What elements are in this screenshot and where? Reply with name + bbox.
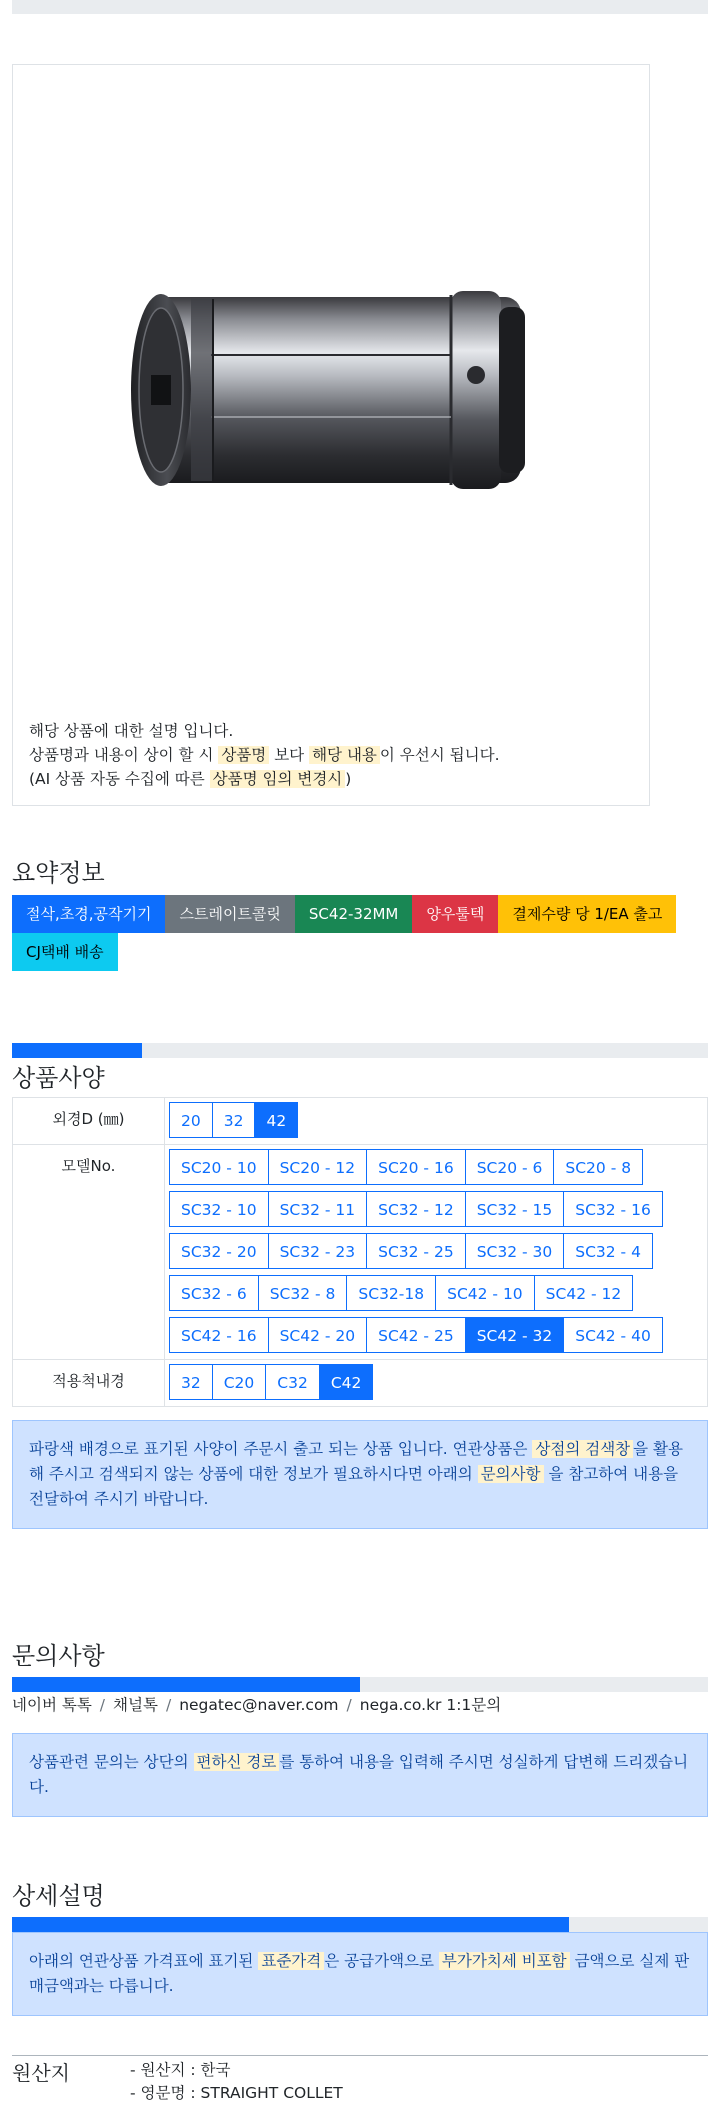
spec-option-button[interactable]: 42 [254, 1102, 298, 1138]
spec-progress-fill [12, 1043, 142, 1058]
spec-option-button[interactable]: SC42 - 40 [563, 1317, 663, 1353]
spec-option-button[interactable]: SC32 - 23 [268, 1233, 368, 1269]
spec-row [13, 1360, 708, 1407]
highlight-inquiry: 문의사항 [478, 1465, 544, 1483]
detail-title: 상세설명 [12, 1882, 105, 1910]
spec-row [13, 1145, 708, 1360]
desc-line-1: 해당 상품에 대한 설명 입니다. [29, 722, 234, 740]
spec-option-button[interactable]: SC20 - 16 [366, 1149, 466, 1185]
spec-label: 모델No. [13, 1145, 165, 1360]
spec-option-button[interactable]: SC32 - 20 [169, 1233, 269, 1269]
highlight-name-change: 상품명 임의 변경시 [210, 770, 346, 788]
spec-option-row [169, 1191, 703, 1233]
highlight-standard-price: 표준가격 [258, 1952, 324, 1970]
spec-options [165, 1360, 708, 1407]
contact-link[interactable]: 채널톡 [113, 1696, 158, 1714]
spec-option-row [169, 1233, 703, 1275]
origin-divider [12, 2055, 708, 2056]
product-description-box [12, 64, 650, 806]
spec-option-row [169, 1275, 703, 1317]
spec-option-row [169, 1102, 703, 1144]
contact-separator: / [346, 1696, 352, 1714]
spec-option-button[interactable]: SC42 - 20 [268, 1317, 368, 1353]
spec-options [165, 1098, 708, 1145]
spec-option-button[interactable]: SC42 - 16 [169, 1317, 269, 1353]
spec-label: 외경D (㎜) [13, 1098, 165, 1145]
spec-option-button[interactable]: SC42 - 12 [534, 1275, 634, 1311]
spec-option-button[interactable]: SC32 - 10 [169, 1191, 269, 1227]
spec-label: 적용척내경 [13, 1360, 165, 1407]
spec-option-button[interactable]: SC32 - 12 [366, 1191, 466, 1227]
product-image-collet [121, 285, 551, 495]
contact-links [12, 1693, 501, 1715]
spec-option-button[interactable]: 32 [169, 1364, 213, 1400]
desc-text: ) [345, 770, 352, 788]
highlight-product-name: 상품명 [218, 746, 269, 764]
contact-link[interactable]: nega.co.kr 1:1문의 [359, 1696, 502, 1714]
origin-list [130, 2059, 343, 2105]
desc-text: (AI 상품 자동 수집에 따른 [29, 770, 210, 788]
contact-link[interactable]: 네이버 톡톡 [12, 1696, 92, 1714]
top-bar [12, 0, 708, 14]
spec-option-button[interactable]: SC32 - 25 [366, 1233, 466, 1269]
origin-title: 원산지 [12, 2061, 70, 2085]
notice-text: 아래의 연관상품 가격표에 표기된 [29, 1952, 259, 1970]
spec-option-row [169, 1317, 703, 1359]
spec-option-button[interactable]: 32 [212, 1102, 256, 1138]
notice-text: 상품관련 문의는 상단의 [29, 1753, 194, 1771]
notice-text: 금액으로 실제 판매금액과는 다릅니다. [29, 1952, 690, 1995]
notice-text: 을 활용해 주시고 검색되지 않는 상품에 대한 정보가 필요하시다면 아래의 [29, 1440, 684, 1483]
spec-option-button[interactable]: SC32 - 4 [563, 1233, 653, 1269]
summary-badges [12, 895, 712, 971]
contact-separator: / [99, 1696, 106, 1714]
spec-option-button[interactable]: C42 [319, 1364, 374, 1400]
spec-option-row [169, 1149, 703, 1191]
spec-option-button[interactable]: SC20 - 6 [465, 1149, 555, 1185]
summary-badge: 결제수량 당 1/EA 출고 [498, 895, 676, 933]
spec-option-button[interactable]: SC32 - 6 [169, 1275, 259, 1311]
spec-option-button[interactable]: SC32 - 11 [268, 1191, 368, 1227]
inquiry-progress-fill [12, 1677, 360, 1692]
spec-title: 상품사양 [12, 1064, 105, 1092]
spec-option-button[interactable]: SC32 - 15 [465, 1191, 565, 1227]
summary-badge: 절삭,초경,공작기기 [12, 895, 165, 933]
desc-text: 상품명과 내용이 상이 할 시 [29, 746, 219, 764]
spec-option-button[interactable]: SC32 - 16 [563, 1191, 663, 1227]
spec-option-button[interactable]: SC20 - 10 [169, 1149, 269, 1185]
spec-row [13, 1098, 708, 1145]
spec-options [165, 1145, 708, 1360]
spec-option-button[interactable]: 20 [169, 1102, 213, 1138]
detail-progress-bar [12, 1917, 708, 1932]
desc-line-3 [29, 767, 500, 791]
highlight-vat: 부가가치세 비포함 [439, 1952, 570, 1970]
desc-text: 이 우선시 됩니다. [379, 746, 500, 764]
summary-badge: 스트레이트콜릿 [165, 895, 294, 933]
detail-notice [12, 1932, 708, 2016]
spec-notice [12, 1420, 708, 1529]
product-description-text [29, 719, 500, 791]
highlight-route: 편하신 경로 [194, 1753, 280, 1771]
inquiry-progress-bar [12, 1677, 708, 1692]
summary-badge: SC42-32MM [295, 895, 412, 933]
spec-option-button[interactable]: SC32 - 30 [465, 1233, 565, 1269]
spec-option-button[interactable]: SC42 - 10 [435, 1275, 535, 1311]
spec-option-button[interactable]: C20 [212, 1364, 267, 1400]
spec-option-button[interactable]: SC32-18 [346, 1275, 436, 1311]
spec-table [12, 1097, 708, 1407]
highlight-search: 상점의 검색창 [532, 1440, 633, 1458]
notice-text: 파랑색 배경으로 표기된 사양이 주문시 출고 되는 상품 입니다. 연관상품은 [29, 1440, 533, 1458]
inquiry-title: 문의사항 [12, 1642, 105, 1670]
detail-progress-fill [12, 1917, 569, 1932]
spec-option-button[interactable]: SC42 - 25 [366, 1317, 466, 1353]
notice-text: 을 참고하여 내용을 전달하여 주시기 바랍니다. [29, 1465, 679, 1508]
origin-item: - 원산지 : 한국 [130, 2061, 231, 2079]
spec-option-row [169, 1364, 703, 1406]
spec-option-button[interactable]: SC20 - 12 [268, 1149, 368, 1185]
highlight-content: 해당 내용 [309, 746, 380, 764]
spec-option-button[interactable]: SC42 - 32 [465, 1317, 565, 1353]
origin-item: - 영문명 : STRAIGHT COLLET [130, 2084, 343, 2102]
desc-line-2 [29, 743, 500, 767]
notice-text: 를 통하여 내용을 입력해 주시면 성실하게 답변해 드리겠습니다. [29, 1753, 689, 1796]
summary-title: 요약정보 [12, 859, 105, 887]
spec-option-button[interactable]: C32 [265, 1364, 320, 1400]
spec-option-button[interactable]: SC20 - 8 [553, 1149, 643, 1185]
contact-link[interactable]: negatec@naver.com [179, 1696, 339, 1714]
summary-badge: 양우툴텍 [412, 895, 498, 933]
desc-text: 보다 [269, 746, 310, 764]
notice-text: 은 공급가액으로 [324, 1952, 439, 1970]
summary-badge: CJ택배 배송 [12, 933, 118, 971]
contact-separator: / [165, 1696, 172, 1714]
spec-option-button[interactable]: SC32 - 8 [258, 1275, 348, 1311]
spec-progress-bar [12, 1043, 708, 1058]
inquiry-notice [12, 1733, 708, 1817]
